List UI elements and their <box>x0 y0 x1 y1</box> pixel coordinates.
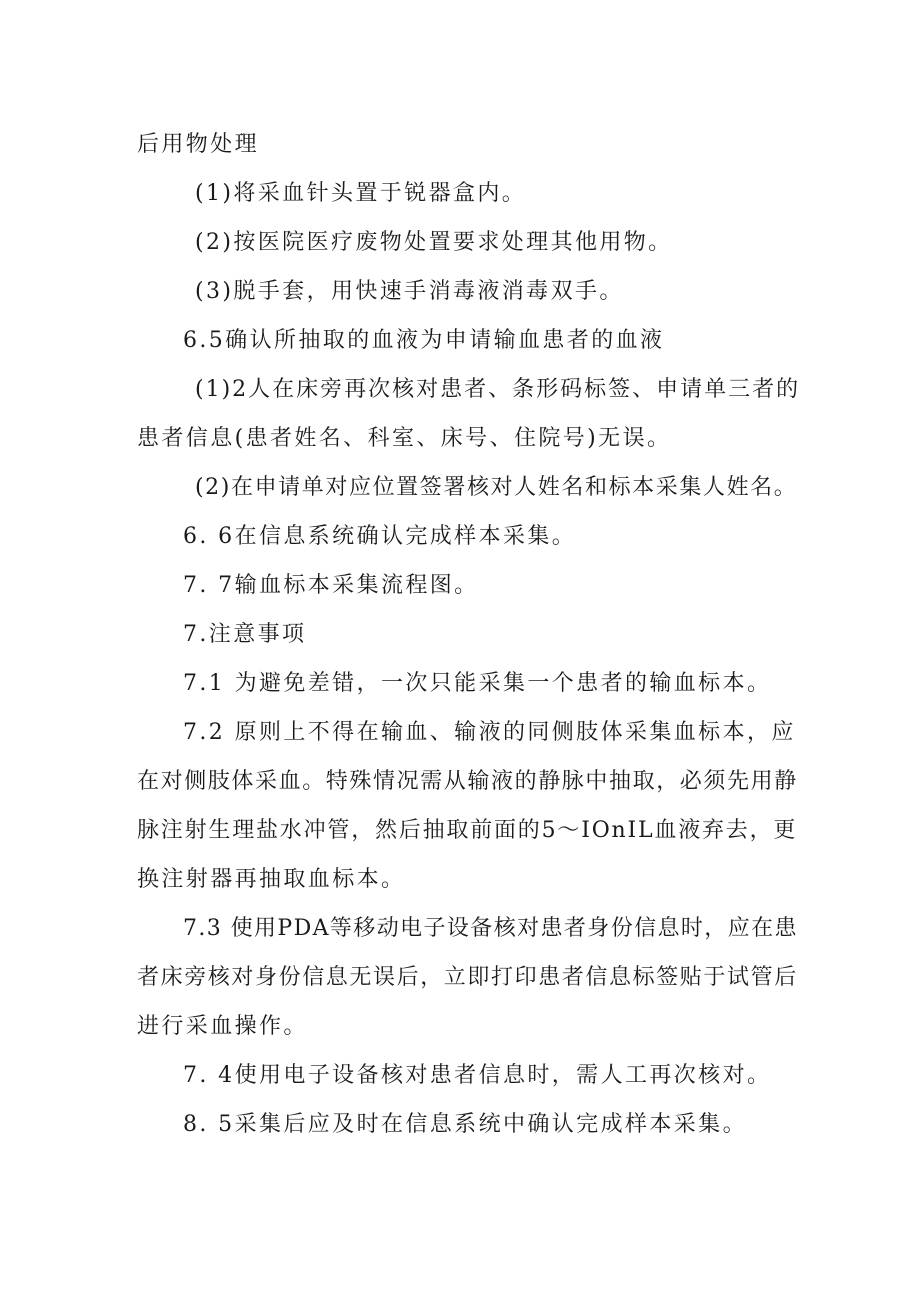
text-line: 在对侧肢体采血。特殊情况需从输液的静脉中抽取，必须先用静 <box>137 769 798 794</box>
text-line: 8. 5采集后应及时在信息系统中确认完成样本采集。 <box>183 1112 747 1137</box>
text-line: (1)2人在床旁再次核对患者、条形码标签、申请单三者的 <box>195 377 801 402</box>
text-line: (2)在申请单对应位置签署核对人姓名和标本采集人姓名。 <box>195 475 798 500</box>
text-line: (3)脱手套，用快速手消毒液消毒双手。 <box>195 279 624 304</box>
section-heading: 6.5确认所抽取的血液为申请输血患者的血液 <box>183 328 665 353</box>
section-heading: 7. 7输血标本采集流程图。 <box>183 573 479 598</box>
text-line: 者床旁核对身份信息无误后，立即打印患者信息标签贴于试管后 <box>137 965 798 990</box>
text-line: 7. 4使用电子设备核对患者信息时，需人工再次核对。 <box>183 1063 772 1088</box>
text-line: 7.2 原则上不得在输血、输液的同侧肢体采集血标本，应 <box>183 720 796 745</box>
text-line: 7.1 为避免差错，一次只能采集一个患者的输血标本。 <box>183 671 772 696</box>
text-line: 患者信息(患者姓名、科室、床号、住院号)无误。 <box>137 426 672 451</box>
text-line: 脉注射生理盐水冲管，然后抽取前面的5～IOnIL血液弃去，更 <box>137 818 798 843</box>
text-line: 后用物处理 <box>137 132 260 157</box>
text-line: 换注射器再抽取血标本。 <box>137 867 406 892</box>
text-line: 7.3 使用PDA等移动电子设备核对患者身份信息时，应在患 <box>183 916 798 941</box>
section-heading: 6. 6在信息系统确认完成样本采集。 <box>183 524 577 549</box>
text-line: (1)将采血针头置于锐器盒内。 <box>195 181 527 206</box>
text-line: 进行采血操作。 <box>137 1014 308 1039</box>
section-heading: 7.注意事项 <box>183 622 307 647</box>
text-line: (2)按医院医疗废物处置要求处理其他用物。 <box>195 230 673 255</box>
